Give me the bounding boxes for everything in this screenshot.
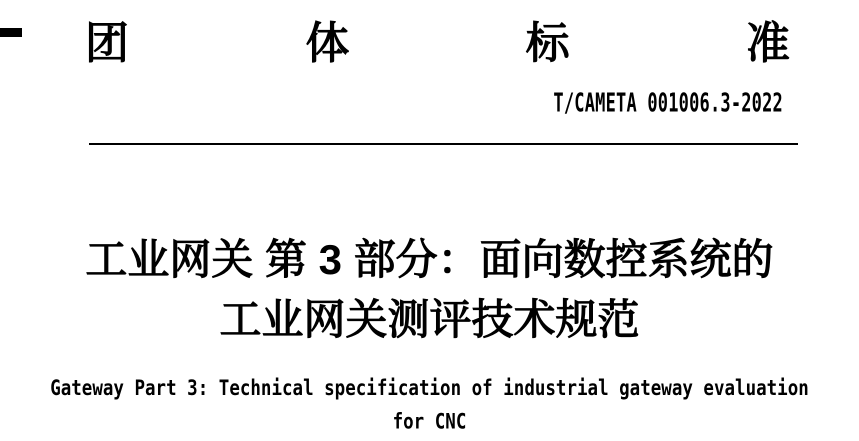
header-char-2: 体 [305, 19, 350, 68]
header-divider-rule [89, 143, 798, 145]
document-type-header [85, 20, 790, 68]
document-title-en-line1: Gateway Part 3: Technical specification of industrial gateway evaluation [50, 376, 809, 401]
document-title-zh-line2: 工业网关测评技术规范 [219, 296, 640, 343]
header-char-1: 团 [85, 19, 129, 68]
header-char-3: 标 [525, 19, 570, 68]
document-title-en-line2: for CNC [392, 410, 467, 435]
document-title-zh [0, 230, 859, 350]
document-title-en [0, 372, 859, 439]
header-char-4: 准 [745, 19, 790, 68]
standard-code: T/CAMETA 001006.3-2022 [553, 89, 783, 119]
scan-corner-mark [0, 28, 22, 37]
document-title-zh-line1: 工业网关 第 3 部分：面向数控系统的 [85, 236, 774, 283]
